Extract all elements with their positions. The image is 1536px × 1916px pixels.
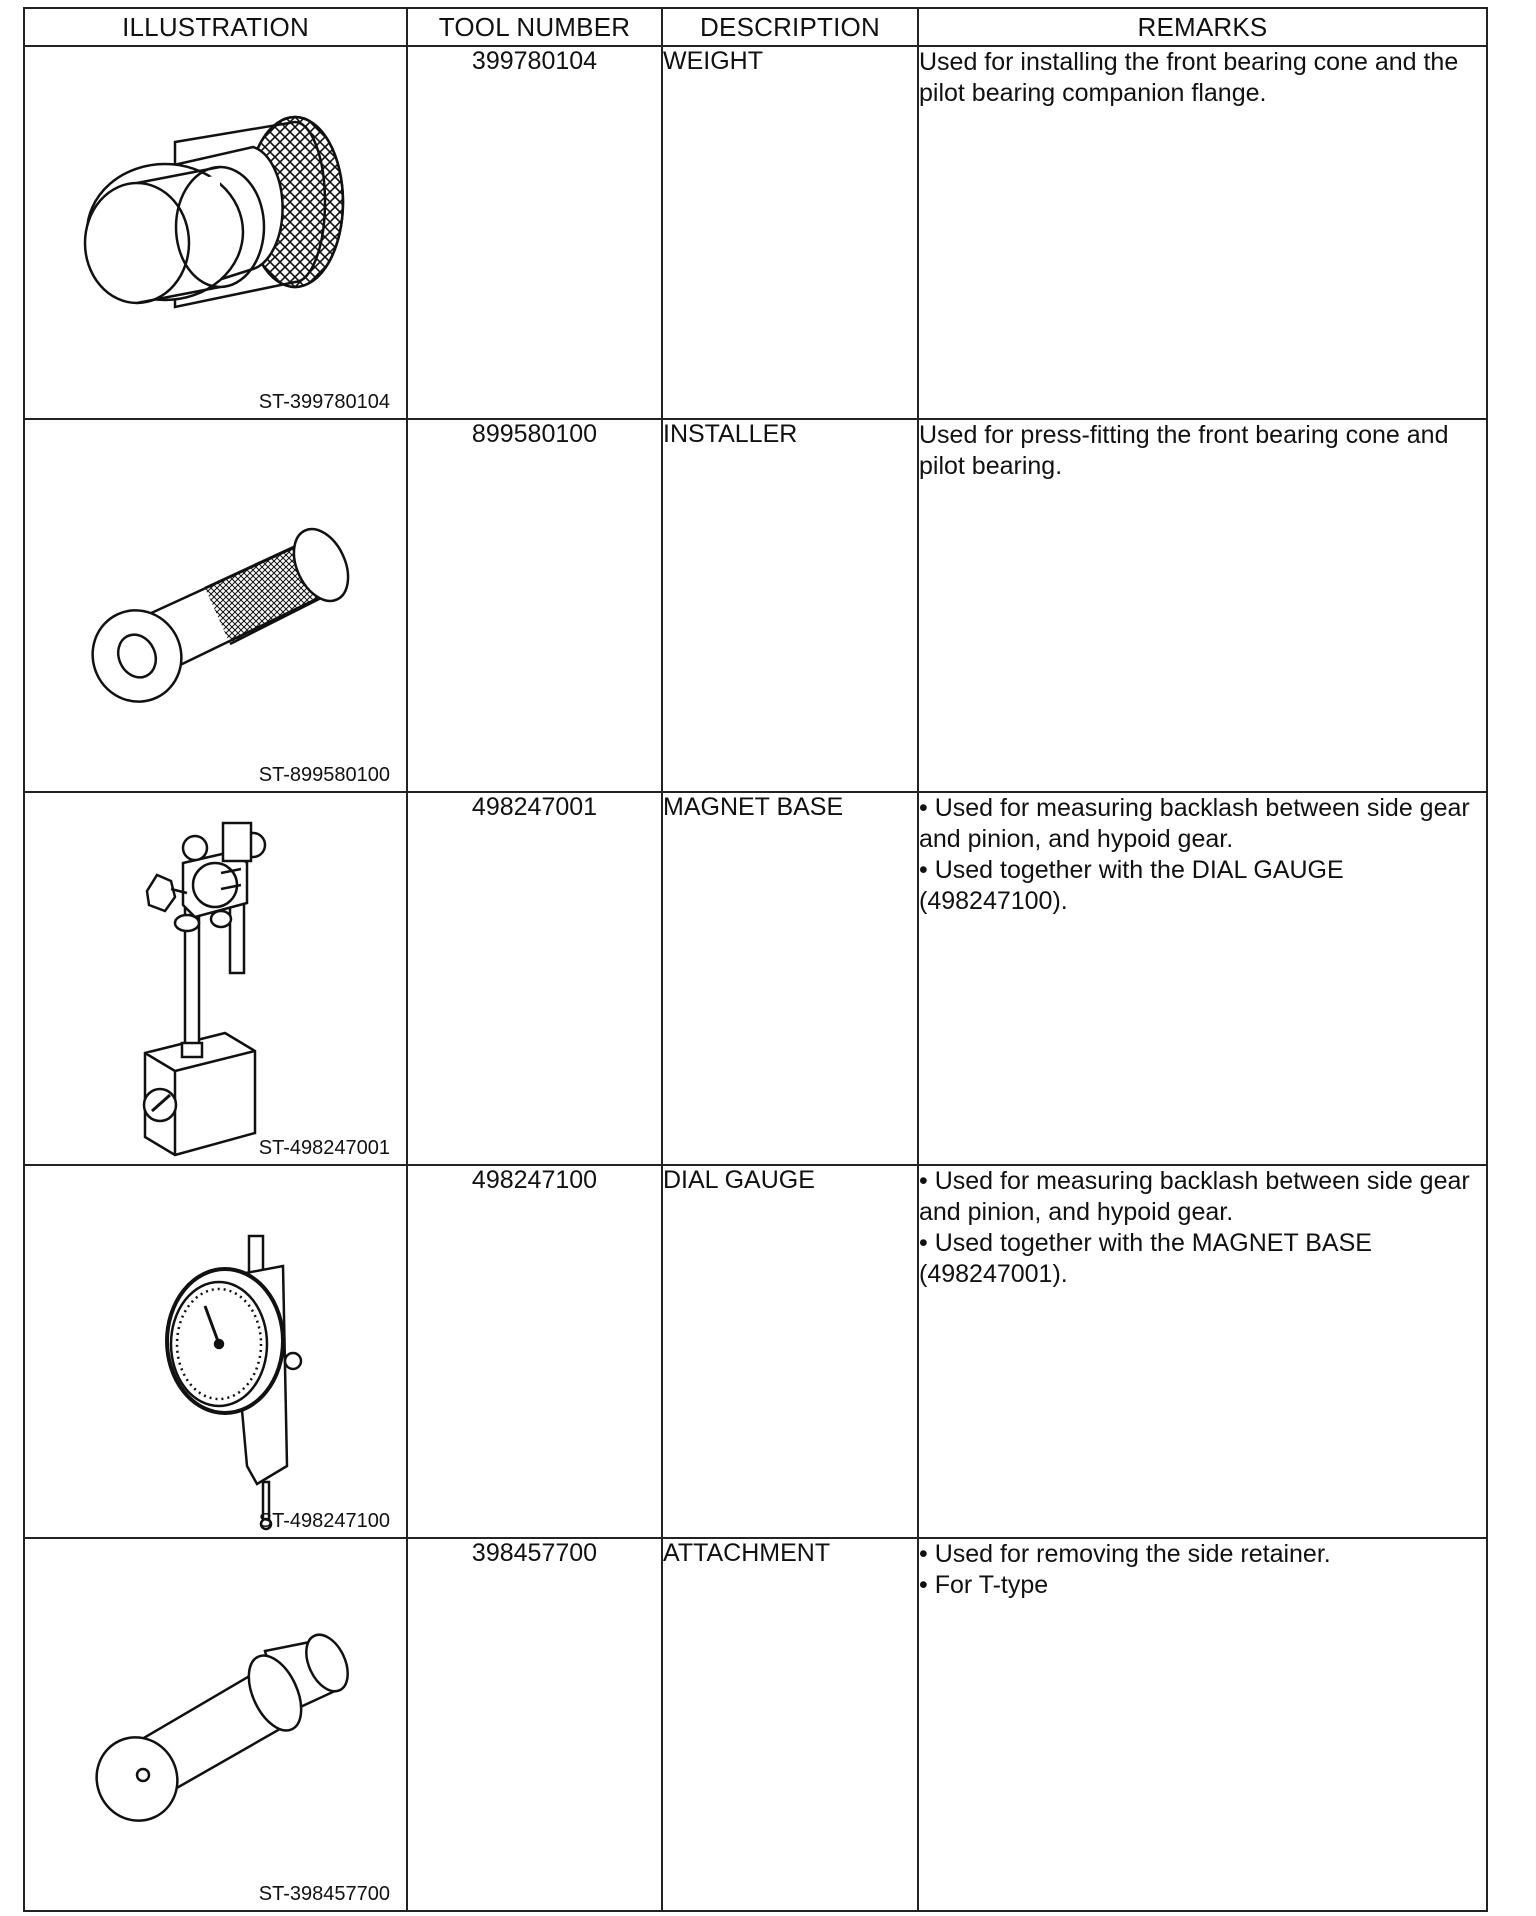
tool-number: 398457700 [407,1538,662,1911]
magnet-base-tool-icon [25,793,408,1164]
tool-description: DIAL GAUGE [662,1165,918,1538]
tool-description: ATTACHMENT [662,1538,918,1911]
header-tool-number: TOOL NUMBER [407,8,662,46]
illustration-code: ST-498247001 [258,1137,390,1159]
tool-number: 399780104 [407,46,662,419]
tool-number: 498247100 [407,1165,662,1538]
header-illustration: ILLUSTRATION [24,8,407,46]
table-row [24,1165,1487,1538]
illustration-code: ST-899580100 [258,764,390,786]
remark-line: • For T-type [919,1571,1049,1599]
illustration-code: ST-398457700 [258,1883,390,1905]
installer-tool-icon [25,420,408,791]
illustration-code: ST-399780104 [258,391,390,413]
table-header-row [24,8,1487,46]
attachment-tool-icon [25,1539,408,1910]
remark-line: Used for press-fitting the front bearing cone and pilot bearing. [919,421,1449,480]
illustration-cell [24,46,407,419]
tool-description: MAGNET BASE [662,792,918,1165]
illustration-cell [24,792,407,1165]
remark-line: Used for installing the front bearing cone and the pilot bearing companion flange. [919,48,1459,107]
dial-gauge-tool-icon [25,1166,408,1537]
tool-remarks [918,792,1487,1165]
illustration-cell [24,1165,407,1538]
tool-remarks [918,46,1487,419]
tool-description: WEIGHT [662,46,918,419]
remark-line: • Used together with the DIAL GAUGE (498247100). [919,856,1344,915]
table-row [24,46,1487,419]
table-row [24,419,1487,792]
header-remarks: REMARKS [918,8,1487,46]
tool-remarks [918,419,1487,792]
tool-remarks [918,1538,1487,1911]
illustration-cell [24,419,407,792]
header-description: DESCRIPTION [662,8,918,46]
tool-number: 498247001 [407,792,662,1165]
remark-line: • Used for measuring backlash between side gear and pinion, and hypoid gear. [919,1167,1470,1226]
tool-remarks [918,1165,1487,1538]
table-row [24,1538,1487,1911]
table-row [24,792,1487,1165]
illustration-code: ST-498247100 [258,1510,390,1532]
tool-description: INSTALLER [662,419,918,792]
remark-line: • Used together with the MAGNET BASE (498247001). [919,1229,1372,1288]
weight-tool-icon [25,47,408,418]
illustration-cell [24,1538,407,1911]
special-tools-table [23,7,1488,1912]
tool-number: 899580100 [407,419,662,792]
remark-line: • Used for measuring backlash between side gear and pinion, and hypoid gear. [919,794,1470,853]
remark-line: • Used for removing the side retainer. [919,1540,1331,1568]
